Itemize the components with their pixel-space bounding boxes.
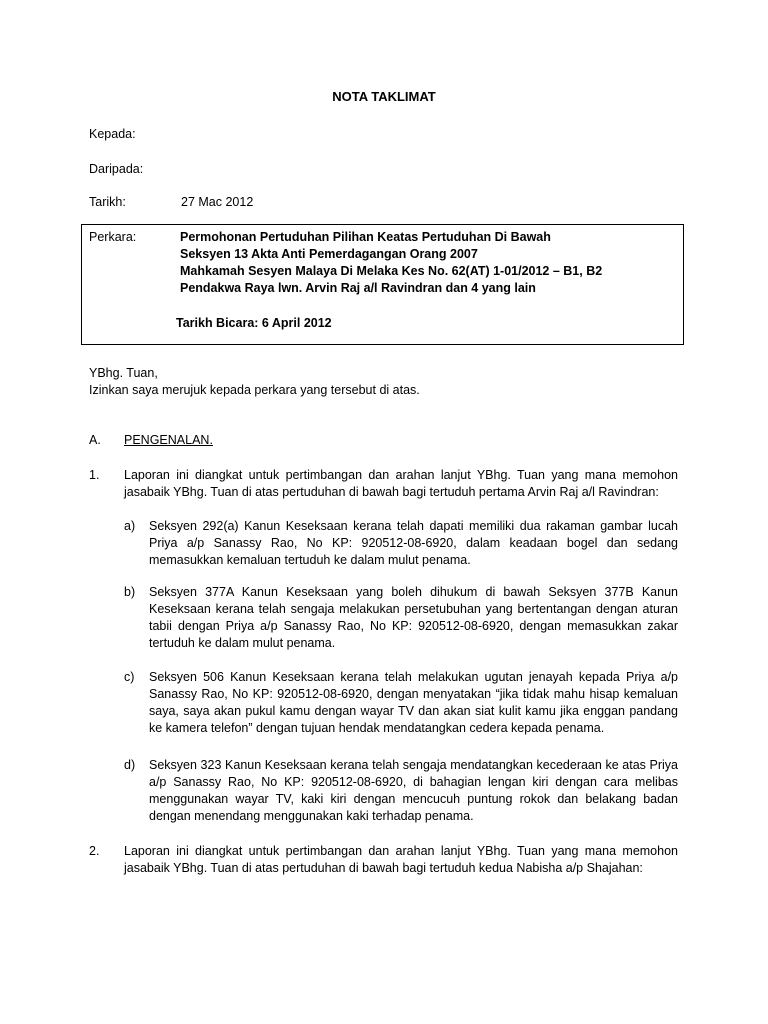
item-a-text: Seksyen 292(a) Kanun Keseksaan kerana telah dapati memiliki dua rakaman gambar lucah Priya a/p Sanassy Rao, No KP: 920512-08-6920, dalam keadaan bogel dan sedang memasukkan kemaluan tertuduh ke dalam mulut penama. [149,519,678,567]
para1-number: 1. [89,468,100,482]
para2-text: Laporan ini diangkat untuk pertimbangan dan arahan lanjut YBhg. Tuan yang mana memohon jasabaik YBhg. Tuan di atas pertuduhan di bawah bagi tertuduh kedua Nabisha a/p Shajahan: [124,844,678,875]
para1-text: Laporan ini diangkat untuk pertimbangan dan arahan lanjut YBhg. Tuan yang mana memohon jasabaik YBhg. Tuan di atas pertuduhan di bawah bagi tertuduh pertama Arvin Raj a/l Ravindran: [124,468,678,499]
item-d-letter: d) [124,758,136,772]
daripada-label: Daripada: [89,162,144,176]
item-c-text: Seksyen 506 Kanun Keseksaan kerana telah melakukan ugutan jenayah kepada Priya a/p Sanassy Rao, No KP: 920512-08-6920, dengan menyatakan “jika tidak mahu hisap kemaluan saya, saya akan pukul kamu dengan wayar TV dan akan siat kulit kamu jika enggan pandang ke kamera telefon” dengan tujuan hendak mendatangkan cedera kepada penama. [149,670,678,735]
salutation: YBhg. Tuan, [89,366,158,380]
item-c-letter: c) [124,670,135,684]
perkara-label: Perkara: [89,230,137,244]
tarikh-bicara: Tarikh Bicara: 6 April 2012 [176,316,332,330]
section-a-heading: PENGENALAN. [124,433,213,447]
intro-text: Izinkan saya merujuk kepada perkara yang tersebut di atas. [89,383,420,397]
perkara-line: Pendakwa Raya lwn. Arvin Raj a/l Ravindran dan 4 yang lain [180,281,536,295]
section-a-letter: A. [89,433,101,447]
item-b-letter: b) [124,585,136,599]
perkara-line: Mahkamah Sesyen Malaya Di Melaka Kes No. 62(AT) 1-01/2012 – B1, B2 [180,264,603,278]
document-title: NOTA TAKLIMAT [332,89,436,104]
para2-number: 2. [89,844,100,858]
perkara-line: Permohonan Pertuduhan Pilihan Keatas Pertuduhan Di Bawah [180,230,551,244]
perkara-line: Seksyen 13 Akta Anti Pemerdagangan Orang 2007 [180,247,478,261]
item-a-letter: a) [124,519,136,533]
kepada-label: Kepada: [89,127,136,141]
perkara-box [81,224,684,345]
item-d-text: Seksyen 323 Kanun Keseksaan kerana telah sengaja mendatangkan kecederaan ke atas Priya a/p Sanassy Rao, No KP: 920512-08-6920, di bahagian lengan kiri dengan cara melibas menggunakan wayar TV, kaki kiri dengan mencucuh puntung rokok dan belakang badan dengan menendang menggunakan kaki terhadap penama. [149,758,678,823]
item-b-text: Seksyen 377A Kanun Keseksaan yang boleh dihukum di bawah Seksyen 377B Kanun Keseksaan kerana telah sengaja melakukan persetubuhan yang bertentangan dengan aturan tabii dengan Priya a/p Sanassy Rao, No KP: 920512-08-6920, dengan memasukkan zakar tertuduh ke dalam mulut penama. [149,585,678,650]
tarikh-value: 27 Mac 2012 [181,195,254,209]
tarikh-label: Tarikh: [89,195,126,209]
